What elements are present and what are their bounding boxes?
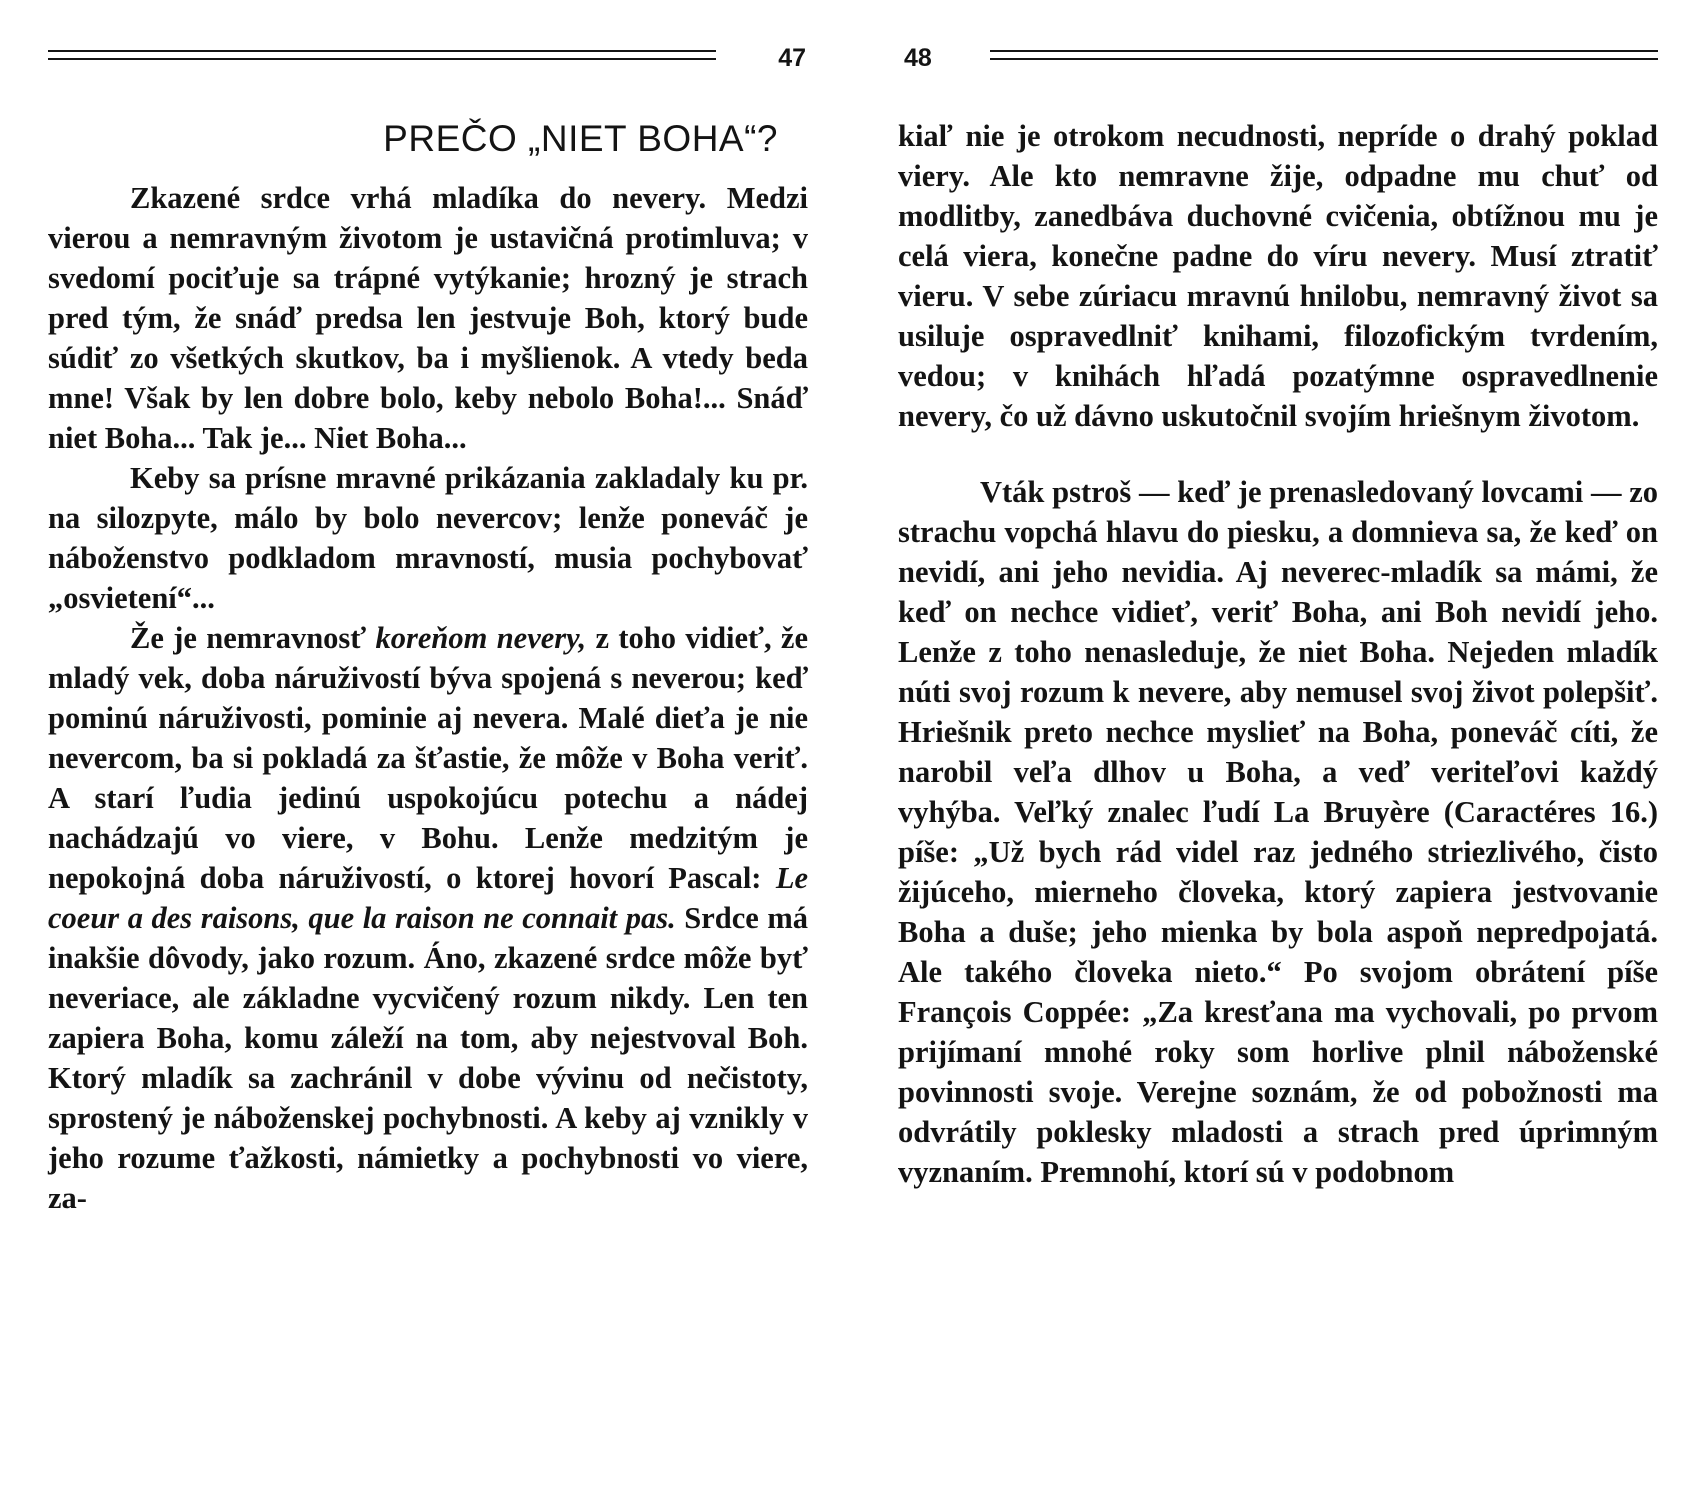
paragraph: Vták pstroš — keď je prenasledovaný lovcami — zo strachu vopchá hlavu do piesku, a domnieva sa, že keď on nevidí, ani jeho nevidia. Aj neverec-mladík sa mámi, že keď on nechce vidieť, veriť Boha, ani Boh nevidí jeho. Lenže z toho nenasleduje, že niet Boha. Nejeden mladík núti svoj rozum k nevere, aby nemusel svoj život polepšiť. Hriešnik preto nechce myslieť na Boha, poneváč cíti, že narobil veľa dlhov u Boha, a veď veriteľovi každý vyhýba. Veľký znalec ľudí La Bruyère (Caractéres 16.) píše: „Už bych rád videl raz jedného striezlivého, čisto žijúceho, mierneho človeka, ktorý zapiera jestvovanie Boha a duše; jeho mienka by bola aspoň nepredpojatá. Ale takého človeka nieto.“ Po svojom obrátení píše François Coppée: „Za kresťana ma vychovali, po prvom prijímaní mnohé roky som horlive plnil náboženské povinnosti svoje. Verejne soznám, že od pobožnosti ma odvrátily poklesky mladosti a strach pred úprimným vyznaním. Premnohí, ktorí sú v podobnom <box>898 475 1658 1189</box>
text-run: Že je nemravnosť <box>130 621 376 655</box>
left-page-body <box>48 178 808 1218</box>
right-page <box>898 0 1658 1500</box>
paragraph <box>48 618 808 1218</box>
page-number: 47 <box>778 44 806 72</box>
text-run: z toho vidieť, že mladý vek, doba náruživostí býva spojená s neverou; keď pominú náruživosti, pominie aj nevera. Malé dieťa je nie nevercom, ba si pokladá za šťastie, že môže v Boha veriť. A starí ľudia jedinú uspokojúcu potechu a nádej nachádzajú vo viere, v Bohu. Lenže medzitým je nepokojná doba náruživostí, o ktorej hovorí Pascal: <box>48 621 808 895</box>
italic-phrase: koreňom nevery, <box>375 621 587 655</box>
paragraph: Zkazené srdce vrhá mladíka do nevery. Medzi vierou a nemravným životom je ustavičná protimluva; v svedomí pociťuje sa trápné vytýkanie; hrozný je strach pred tým, že snáď predsa len jestvuje Boh, ktorý bude súdiť zo všetkých skutkov, ba i myšlienok. A vtedy beda mne! Však by len dobre bolo, keby nebolo Boha!... Snáď niet Boha... Tak je... Niet Boha... <box>48 181 808 455</box>
paragraph: Keby sa prísne mravné prikázania zakladaly ku pr. na silozpyte, málo by bolo nevercov; lenže poneváč je náboženstvo podkladom mravností, musia pochybovať „osvietení“... <box>48 461 808 615</box>
page-number: 48 <box>904 44 932 72</box>
text-run: Srdce má inakšie dôvody, jako rozum. Áno, zkazené srdce môže byť neveriace, ale základne vycvičený rozum nikdy. Len ten zapiera Boha, komu záleží na tom, aby nejestvoval Boh. Ktorý mladík sa zachránil v dobe vývinu od nečistoty, sprostený je náboženskej pochybnosti. A keby aj vznikly v jeho rozume ťažkosti, námietky a pochybnosti vo viere, za- <box>48 901 808 1215</box>
italic-quote: Le coeur a des raisons, que la raison ne connait pas. <box>48 861 808 935</box>
right-page-body <box>898 116 1658 1192</box>
left-page-header <box>48 44 808 84</box>
header-double-rule <box>48 50 716 60</box>
header-double-rule <box>990 50 1658 60</box>
chapter-title: PREČO „NIET BOHA“? <box>383 118 778 159</box>
right-page-header <box>898 44 1658 84</box>
left-page <box>48 0 808 1500</box>
paragraph: kiaľ nie je otrokom necudnosti, nepríde o drahý poklad viery. Ale kto nemravne žije, odpadne mu chuť od modlitby, zanedbáva duchovné cvičenia, obtížnou mu je celá viera, konečne padne do víru nevery. Musí ztratiť vieru. V sebe zúriacu mravnú hnilobu, nemravný život sa usiluje ospravedlniť knihami, filozofickým tvrdením, vedou; v knihách hľadá pozatýmne ospravedlnenie nevery, čo už dávno uskutočnil svojím hriešnym životom. <box>898 119 1658 433</box>
